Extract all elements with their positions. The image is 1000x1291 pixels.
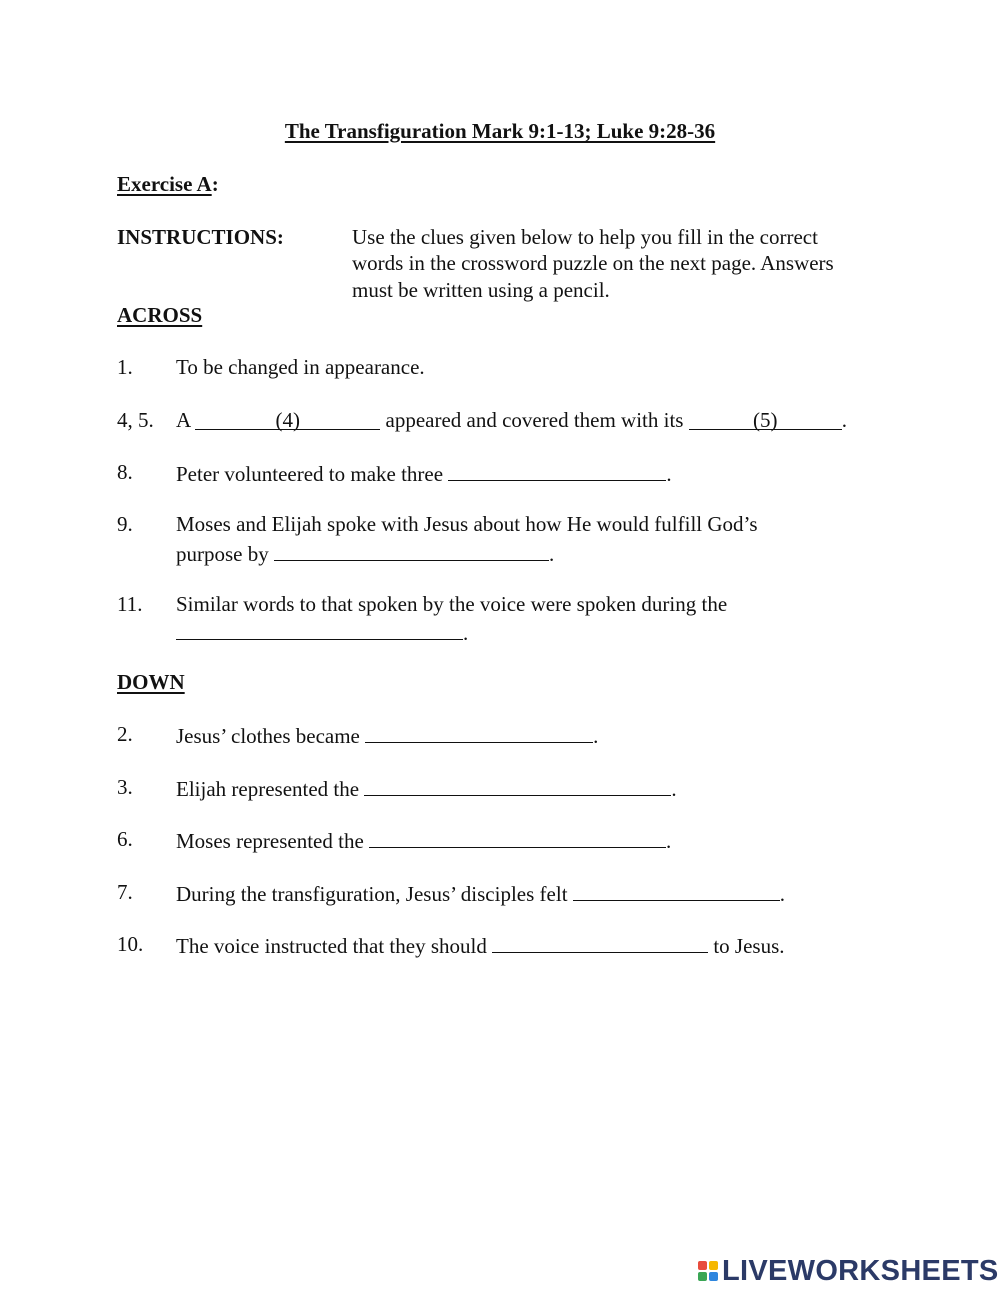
clue-number: 9. — [117, 512, 133, 536]
clue-text-post: . — [779, 882, 786, 906]
clue-text — [176, 462, 672, 485]
exercise-colon: : — [211, 172, 219, 196]
clue-text — [176, 882, 785, 905]
clue-text: To be changed in appearance. — [176, 355, 425, 379]
instructions-line-3: must be written using a pencil. — [352, 278, 610, 302]
exercise-label: Exercise A — [117, 172, 212, 196]
across-heading: ACROSS — [117, 303, 203, 327]
answer-blank[interactable] — [448, 462, 666, 481]
page-title: The Transfiguration Mark 9:1-13; Luke 9:28-36 — [284, 119, 716, 143]
clue-text-pre: purpose by — [176, 542, 274, 566]
clue-text-pre: A — [176, 408, 196, 432]
clue-number: 7. — [117, 880, 133, 904]
logo-square — [698, 1272, 707, 1281]
clue-text — [176, 724, 598, 747]
clue-text-mid: appeared and covered them with its — [380, 408, 689, 432]
clue-text — [176, 410, 847, 431]
clue-text-post: to Jesus. — [708, 934, 785, 958]
clue-number: 3. — [117, 775, 133, 799]
clue-text-post: . — [463, 621, 469, 645]
clue-text-pre: Moses represented the — [176, 829, 370, 853]
instructions-line-2: words in the crossword puzzle on the next page. Answers — [352, 251, 834, 275]
clue-text-post: . — [666, 829, 672, 853]
clue-text-pre: During the transfiguration, Jesus’ disciples felt — [176, 882, 573, 906]
clue-text-line-2 — [176, 542, 554, 565]
clue-text — [176, 829, 671, 852]
instructions-label: INSTRUCTIONS: — [117, 225, 284, 249]
clue-text: Moses and Elijah spoke with Jesus about how He would fulfill God’s — [176, 512, 758, 536]
clue-number: 10. — [117, 932, 144, 956]
clue-text — [176, 934, 785, 957]
answer-blank[interactable] — [369, 829, 666, 848]
logo-text: LIVEWORKSHEETS — [722, 1254, 999, 1287]
blank-number: (4) — [275, 408, 301, 432]
answer-blank[interactable] — [364, 777, 671, 796]
clue-text: Similar words to that spoken by the voice were spoken during the — [176, 592, 728, 616]
clue-text — [176, 777, 677, 800]
blank-number: (5) — [752, 408, 778, 432]
clue-text-pre: The voice instructed that they should — [176, 934, 493, 958]
liveworksheets-logo — [698, 1254, 999, 1287]
logo-square — [709, 1261, 718, 1270]
answer-blank[interactable] — [365, 724, 593, 743]
clue-number: 1. — [117, 355, 133, 379]
answer-blank[interactable] — [573, 882, 780, 901]
clue-number: 2. — [117, 722, 133, 746]
clue-number: 11. — [117, 592, 143, 616]
clue-number: 4, 5. — [117, 408, 154, 432]
down-heading: DOWN — [117, 670, 185, 694]
logo-square — [698, 1261, 707, 1270]
clue-text-post: . — [666, 462, 672, 486]
clue-text-pre: Peter volunteered to make three — [176, 462, 449, 486]
clue-number: 8. — [117, 460, 133, 484]
answer-blank[interactable] — [195, 408, 380, 432]
logo-icon — [698, 1261, 718, 1281]
clue-text-post: . — [671, 777, 677, 801]
clue-text-post: . — [549, 542, 555, 566]
clue-text-pre: Elijah represented the — [176, 777, 365, 801]
answer-blank[interactable] — [176, 621, 463, 640]
instructions-line-1: Use the clues given below to help you fill in the correct — [352, 225, 818, 249]
clue-text-pre: Jesus’ clothes became — [176, 724, 366, 748]
exercise-heading — [117, 174, 219, 195]
clue-number: 6. — [117, 827, 133, 851]
answer-blank[interactable] — [689, 408, 842, 432]
clue-text-line-2 — [176, 621, 468, 644]
answer-blank[interactable] — [274, 542, 549, 561]
logo-square — [709, 1272, 718, 1281]
clue-text-post: . — [841, 408, 847, 432]
clue-text-post: . — [593, 724, 599, 748]
answer-blank[interactable] — [492, 934, 708, 953]
